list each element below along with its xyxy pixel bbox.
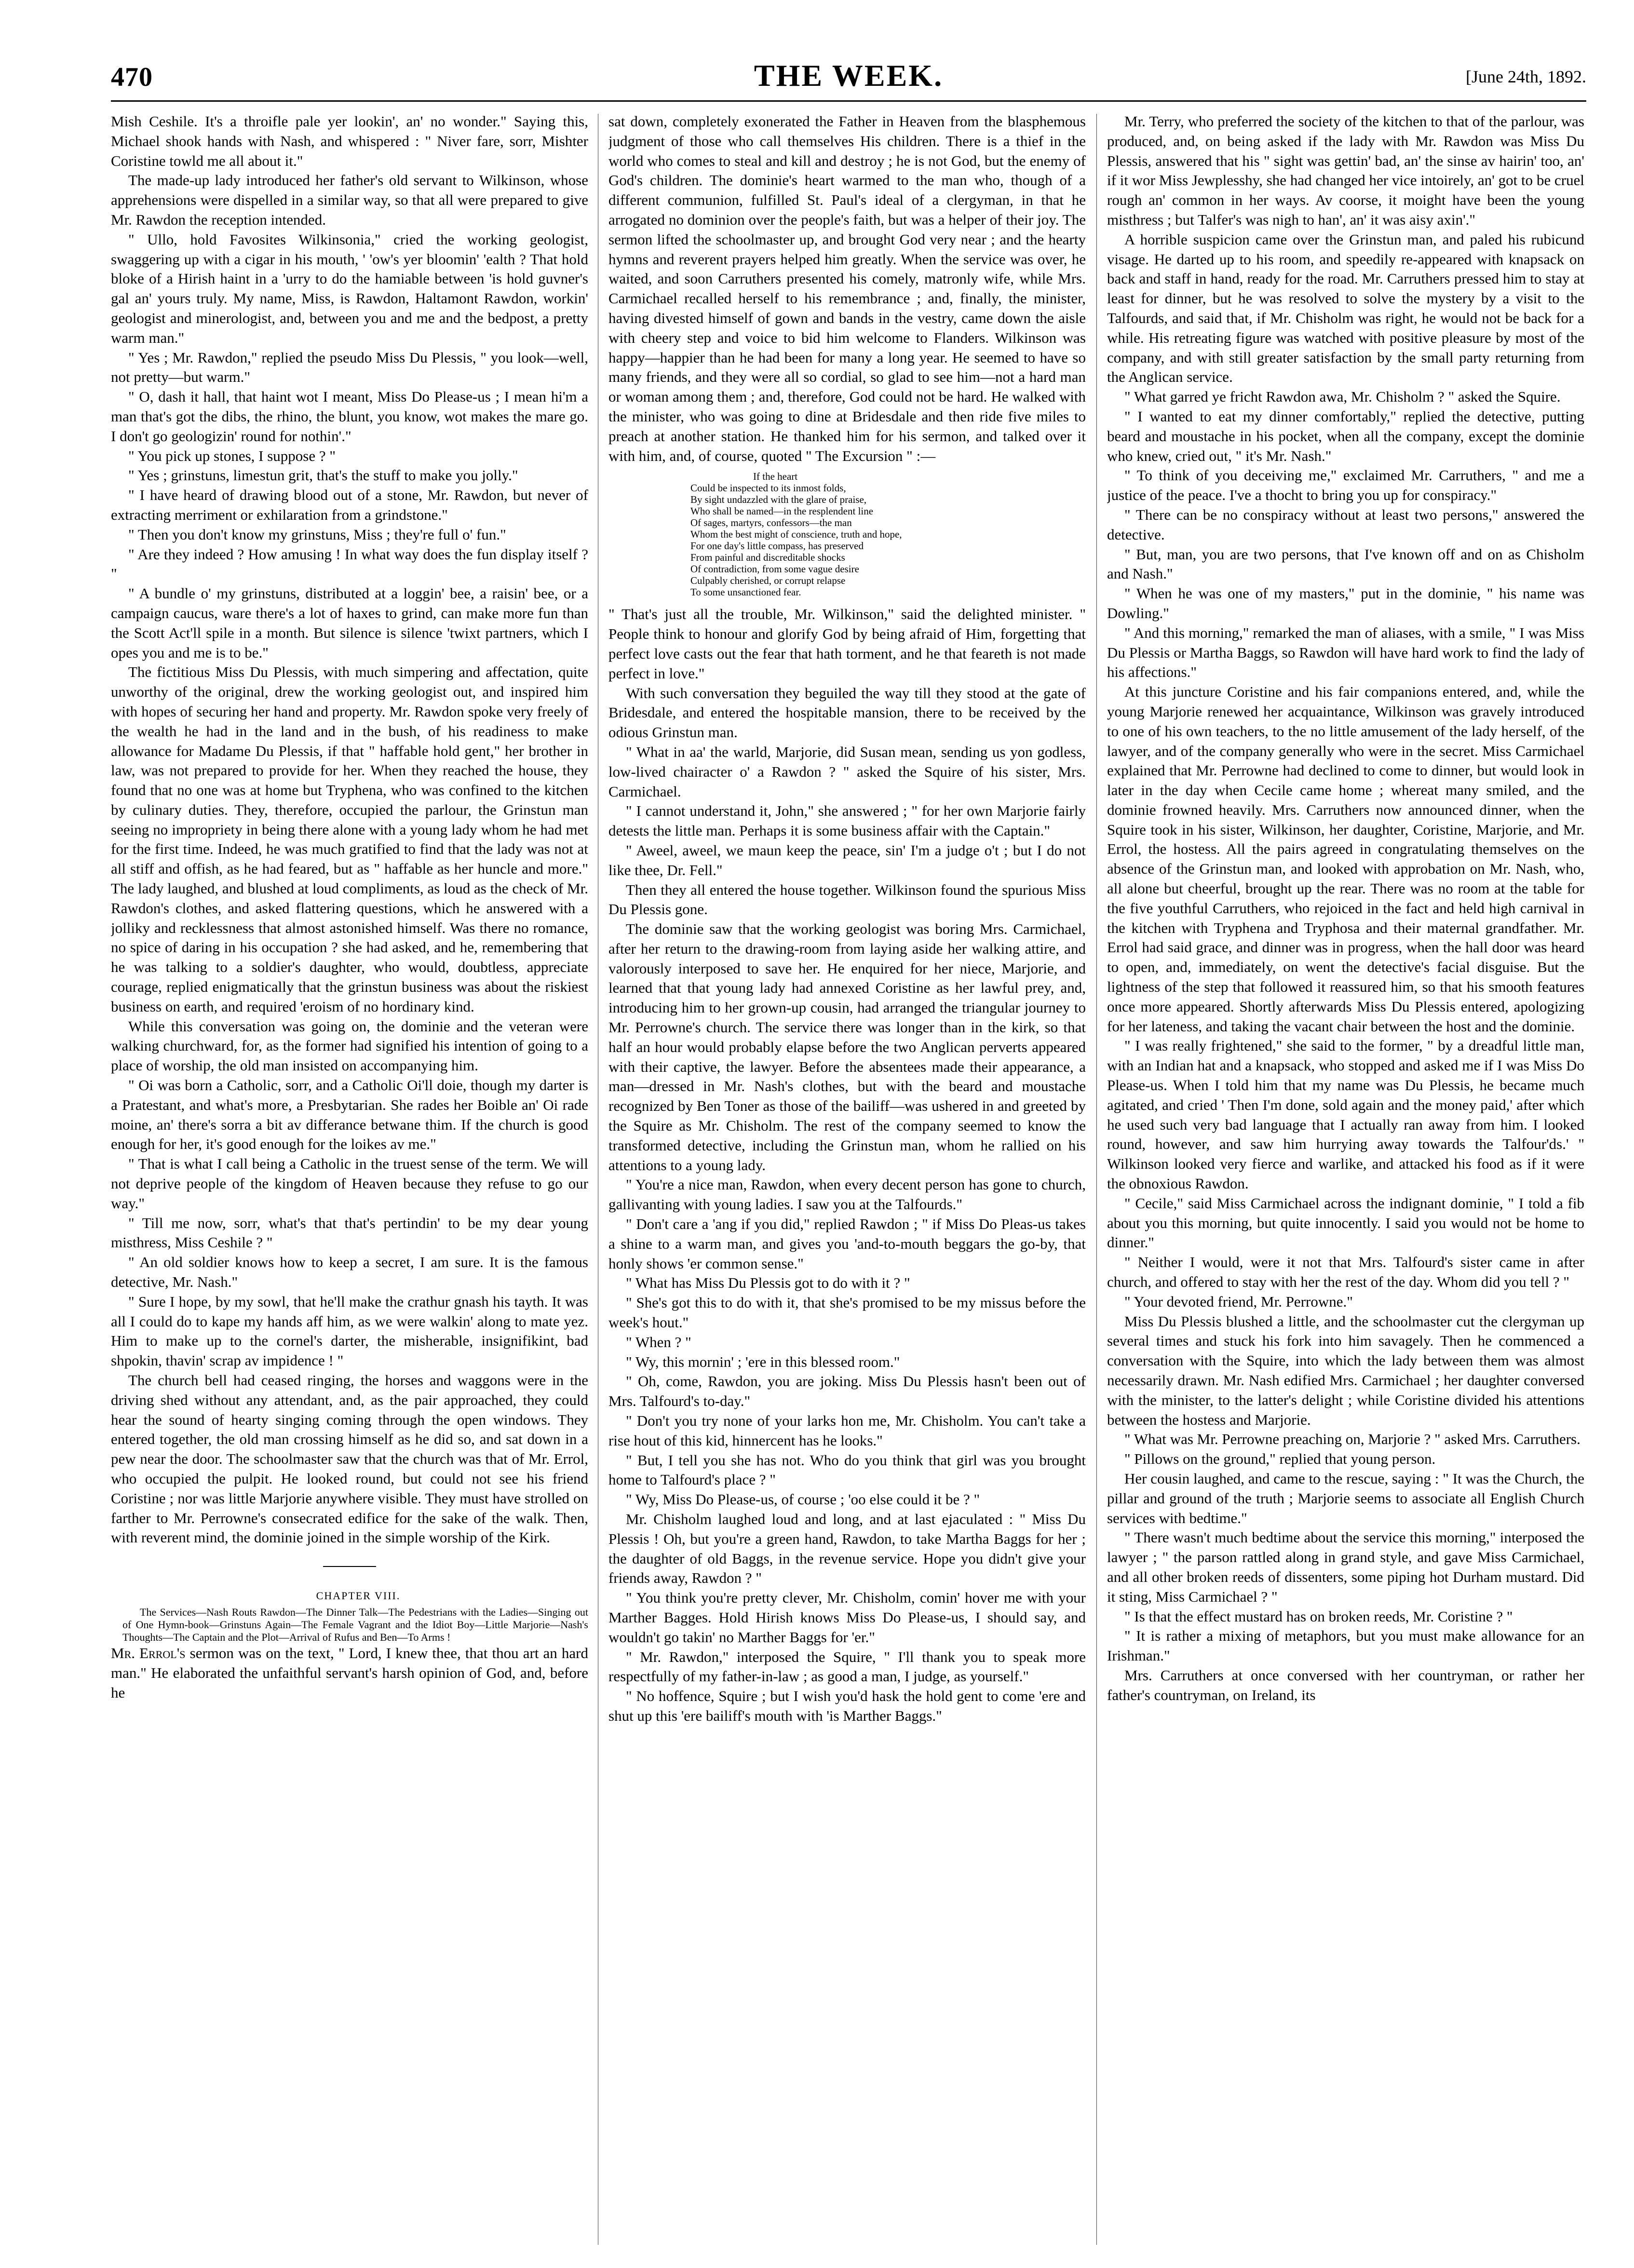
paragraph: The fictitious Miss Du Plessis, with much simpering and affectation, quite unworthy of the original, drew the working geologist out, and inspired him with hopes of securing her hand and property. Mr. Rawdon spoke very freely of the wealth he had in the land and in the bush, of his readiness to make allowance for Madame Du Plessis, if that " haffable hold gent," her brother in law, was not prepared to provide for her. When they reached the house, they found that no one was at home but Tryphena, who was confined to the kitchen by culinary duties. They, therefore, occupied the parlour, the Grinstun man seeing no impropriety in being there alone with a young lady whom he had met for the first time. Indeed, he was much gratified to find that the lady was not at all stiff and offish, as he had feared, but as " haffable as her huncle and more." The lady laughed, and blushed at loud compliments, as loud as the check of Mr. Rawdon's clothes, and asked flattering questions, which he answered with a jolliky and recklessness that almost astonished himself. Was there no romance, no spice of daring in his occupation ? she had asked, and he, remembering that he was talking to a soldier's daughter, who would, doubtless, appreciate courage, replied enigmatically that the grinstun business was about the riskiest business on earth, and required 'eroism of no hordinary kind. <box>111 663 588 1015</box>
column-3-text <box>1107 112 1584 1705</box>
paragraph: " But, man, you are two persons, that I've known off and on as Chisholm and Nash." <box>1107 545 1584 582</box>
paragraph: " Cecile," said Miss Carmichael across the indignant dominie, " I told a fib about you this morning, but quite innocently. I said you would not be home to dinner." <box>1107 1194 1584 1251</box>
paragraph: " That's just all the trouble, Mr. Wilkinson," said the delighted minister. " People think to honour and glorify God by being afraid of Him, forgetting that perfect love casts out the fear that hath torment, and he that feareth is not made perfect in love." <box>608 606 1086 682</box>
column-2-text-after-verse <box>608 605 1086 1726</box>
paragraph: " You pick up stones, I suppose ? " <box>128 447 336 464</box>
paragraph: " What garred ye fricht Rawdon awa, Mr. Chisholm ? " asked the Squire. <box>1124 388 1561 405</box>
paragraph: " Oh, come, Rawdon, you are joking. Miss Du Plessis hasn't been out of Mrs. Talfourd's to-day." <box>608 1373 1086 1410</box>
paragraph: Mrs. Carruthers at once conversed with her countryman, or rather her father's countryman, on Ireland, its <box>1107 1666 1584 1703</box>
paragraph: " Neither I would, were it not that Mrs. Talfourd's sister came in after church, and offered to stay with her the rest of the day. Whom did you tell ? " <box>1107 1254 1584 1291</box>
paragraph: Then they all entered the house together. Wilkinson found the spurious Miss Du Plessis gone. <box>608 881 1086 918</box>
column-divider <box>1096 114 1097 2245</box>
paragraph: " Aweel, aweel, we maun keep the peace, sin' I'm a judge o't ; but I do not like thee, Dr. Fell." <box>608 841 1086 878</box>
paragraph: sat down, completely exonerated the Father in Heaven from the blasphemous judgment of those who call themselves His children. There is a thief in the world who comes to steal and kill and destroy ; he is not God, but the enemy of God's children. The dominie's heart warmed to the man who, though of a different communion, fulfilled St. Paul's ideal of a clergyman, in that he arrogated no dominion over the people's faith, but was a helper of their joy. The sermon lifted the schoolmaster up, and brought God very near ; and the hearty hymns and reverent prayers helped him greatly. When the service was over, he waited, and soon Carruthers presented his comely, matronly wife, while Mrs. Carmichael recalled herself to his remembrance ; and, finally, the minister, having divested himself of gown and bands in the vestry, came down the aisle with cheery step and voice to bid him welcome to Flanders. Wilkinson was happy—happier than he had been for many a long year. He seemed to have so many friends, and they were all so cordial, so glad to see him—not a hard man or woman among them ; and, therefore, God could not be hard. He walked with the minister, who was going to dine at Bridesdale and then ride five miles to preach at another station. He thanked him for his sermon, and talked over it with him, and, of course, quoted " The Excursion " :— <box>608 113 1086 464</box>
paragraph: Miss Du Plessis blushed a little, and the schoolmaster cut the clergyman up several times and stuck his fork into him savagely. Then he commenced a conversation with the Squire, into which the lady between them was almost necessarily drawn. Mr. Nash edified Mrs. Carmichael ; her daughter conversed with the minister, to the latter's delight ; while Coristine divided his attentions between the hostess and Marjorie. <box>1107 1312 1584 1428</box>
paragraph: " I wanted to eat my dinner comfortably," replied the detective, putting beard and moustache in his pocket, when all the company, except the dominie who knew, cried out, " it's Mr. Nash." <box>1107 407 1584 464</box>
issue-date: [June 24th, 1892. <box>1466 67 1586 86</box>
paragraph: " What has Miss Du Plessis got to do with it ? " <box>626 1274 910 1292</box>
paragraph: " You think you're pretty clever, Mr. Chisholm, comin' hover me with your Marther Bagges. Hold Hirish knows Miss Do Please-us, I should say, and wouldn't go takin' no Marther Baggs for 'er." <box>608 1589 1086 1646</box>
paragraph: " That is what I call being a Catholic in the truest sense of the term. We will not deprive people of the kingdom of Heaven because they refuse to go our way." <box>111 1155 588 1212</box>
verse-line: Could be inspected to its inmost folds, <box>690 482 846 494</box>
paragraph: " Don't care a 'ang if you did," replied Rawdon ; " if Miss Do Pleas-us takes a shine to a warm man, and gives you 'and-to-mouth beggars the go-by, that honly shows 'er common sense." <box>608 1215 1086 1272</box>
paragraph: " Yes ; Mr. Rawdon," replied the pseudo Miss Du Plessis, " you look—well, not pretty—but warm." <box>111 349 588 386</box>
paragraph: " Ullo, hold Favosites Wilkinsonia," cried the working geologist, swaggering up with a cigar in his mouth, ' 'ow's yer bloomin' 'ealth ? That hold bloke of a Hirish haint in a 'urry to do the hamiable between 'is hold guvner's gal an' yours truly. My name, Miss, is Rawdon, Haltamont Rawdon, workin' geologist and minerologist, and, between you and me and the bedpost, a pretty warm man." <box>111 230 588 346</box>
section-divider <box>323 1566 376 1567</box>
opening-text: sermon was on the text, " Lord, I knew thee, that thou art an hard man." He elaborated the unfaithful servant's harsh opinion of God, and, before he <box>111 1644 588 1701</box>
verse-line: If the heart <box>753 471 798 483</box>
page-number: 470 <box>111 62 153 92</box>
paragraph: The church bell had ceased ringing, the horses and waggons were in the driving shed without any attendant, and, as the pair approached, they could hear the sound of hearty singing coming through the open windows. They entered together, the old man crossing himself as he did so, and sat down in a pew near the door. The schoolmaster saw that the church was that of Mr. Errol, who occupied the pulpit. He looked round, but could not see his friend Coristine ; nor was little Marjorie anywhere visible. They must have strolled on farther to Mr. Perrowne's consecrated edifice for the sake of the walk. Then, with reverent mind, the dominie joined in the simple worship of the Kirk. <box>111 1372 588 1546</box>
paragraph: " Are they indeed ? How amusing ! In what way does the fun display itself ? " <box>111 545 588 582</box>
paragraph: " There wasn't much bedtime about the service this morning," interposed the lawyer ; " the parson rattled along in grand style, and gave Miss Carmichael, and all other broken reeds of dissenters, some piping hot Durham mustard. Did it sting, Miss Carmichael ? " <box>1107 1529 1584 1605</box>
verse-line: To some unsanctioned fear. <box>690 586 801 598</box>
page-header <box>111 58 1586 96</box>
column-2 <box>608 112 1086 2243</box>
paragraph: " Wy, this mornin' ; 'ere in this blessed room." <box>626 1353 900 1370</box>
column-1 <box>111 112 588 2243</box>
verse-line: By sight undazzled with the glare of praise, <box>690 494 867 506</box>
paragraph: " Oi was born a Catholic, sorr, and a Catholic Oi'll doie, though my darter is a Pratestant, and what's more, a Presbytarian. She rades her Boible an' Oi rade moine, an' there's sorra a bit av differance betwane thim. If the church is good enough for her, it's good enough for the loikes av me." <box>111 1077 588 1153</box>
paragraph: A horrible suspicion came over the Grinstun man, and paled his rubicund visage. He darted up to his room, and speedily re-appeared with knapsack on back and staff in hand, ready for the road. Mr. Carruthers pressed him to stay at least for dinner, but he was resolved to solve the mystery by a visit to the Talfourds, and said that, if Mr. Chisholm was right, he would not be back for a while. His retreating figure was watched with positive pleasure by most of the company, and with still greater satisfaction by the small party returning from the Anglican service. <box>1107 230 1584 386</box>
verse-line: For one day's little compass, has preserved <box>690 540 864 552</box>
opening-name: Mr. Errol's <box>111 1644 186 1661</box>
paragraph: " Don't you try none of your larks hon me, Mr. Chisholm. You can't take a rise hout of this kid, hinnercent has he looks." <box>608 1412 1086 1449</box>
paragraph: " Pillows on the ground," replied that young person. <box>1124 1450 1436 1468</box>
paragraph: " Then you don't know my grinstuns, Miss ; they're full o' fun." <box>128 526 506 543</box>
paragraph: " When ? " <box>626 1333 691 1350</box>
paragraph: " I was really frightened," she said to the former, " by a dreadful little man, with an Indian hat and a knapsack, who stopped and asked me if I was Miss Do Please-us. When I told him that my name was Du Plessis, he became much agitated, and cried ' Then I'm done, sold again and the money paid,' after which he used such very bad language that I actually ran away from him. I looked round, however, and saw him hurrying away towards the Talfour'ds.' " Wilkinson looked very fierce and warlike, and attacked his food as if it were the obnoxious Rawdon. <box>1107 1037 1584 1192</box>
paragraph: " To think of you deceiving me," exclaimed Mr. Carruthers, " and me a justice of the peace. I've a thocht to bring you up for conspiracy." <box>1107 467 1584 504</box>
paragraph: " You're a nice man, Rawdon, when every decent person has gone to church, gallivanting with young ladies. I saw you at the Talfourds." <box>608 1176 1086 1213</box>
paragraph: " A bundle o' my grinstuns, distributed at a loggin' bee, a raisin' bee, or a campaign caucus, ware there's a lot of haxes to grind, can make more fun than the Scott Act'll spile in a month. But silence is silence 'twixt partners, which I opes you and me is to be." <box>111 585 588 661</box>
paragraph: With such conversation they beguiled the way till they stood at the gate of Bridesdale, and entered the hospitable mansion, there to be received by the odious Grinstun man. <box>608 684 1086 741</box>
paragraph: Mr. Chisholm laughed loud and long, and at last ejaculated : " Miss Du Plessis ! Oh, but you're a green hand, Rawdon, to take Martha Baggs for her ; the daughter of old Baggs, in the revenue service. Hope you didn't give your friends away, Rawdon ? " <box>608 1511 1086 1587</box>
chapter-opening-paragraph <box>111 1644 588 1702</box>
paragraph: The dominie saw that the working geologist was boring Mrs. Carmichael, after her return to the drawing-room from laying aside her walking attire, and valorously interposed to save her. He enquired for her niece, Marjorie, and learned that that young lady had annexed Coristine as her lawful prey, and, introducing him to her grown-up cousin, had arranged the triangular journey to Mr. Perrowne's church. The service there was longer than in the kirk, so that half an hour would probably elapse before the two Anglican perverts appeared with their captive, the lawyer. Before the absentees made their appearance, a man—dressed in Mr. Nash's clothes, but with the beard and moustache recognized by Ben Toner as those of the bailiff—was ushered in and greeted by the Squire as Mr. Chisholm. The rest of the company seemed to know the transformed detective, including the Grinstun man, whom he rallied on his attentions to a young lady. <box>608 920 1086 1174</box>
chapter-synopsis: The Services—Nash Routs Rawdon—The Dinner Talk—The Pedestrians with the Ladies—Singing out of One Hymn-book—Grinstuns Again—The Female Vagrant and the Idiot Boy—Little Marjorie—Nash's Thoughts—The Captain and the Plot—Arrival of Rufus and Ben—To Arms ! <box>122 1606 588 1643</box>
paragraph: " Wy, Miss Do Please-us, of course ; 'oo else could it be ? " <box>626 1491 980 1508</box>
paragraph: Mr. Terry, who preferred the society of the kitchen to that of the parlour, was produced, and, on being asked if the lady with Mr. Rawdon was Miss Du Plessis, answered that his " sight was gettin' bad, an' the sinse av hairin' too, an' if it wor Miss Jewplesshy, she had changed her vice intoirely, an' got to be cruel rough an' common in her ways. Av coorse, it moight have been the young misthress ; but Talfer's was nigh to han', an' it was aisy axin'." <box>1107 113 1584 228</box>
paragraph: " I have heard of drawing blood out of a stone, Mr. Rawdon, but never of extracting merriment or exhilaration from a grindstone." <box>111 486 588 523</box>
paragraph: " What was Mr. Perrowne preaching on, Marjorie ? " asked Mrs. Carruthers. <box>1124 1431 1580 1448</box>
verse-line: Culpably cherished, or corrupt relapse <box>690 575 846 587</box>
column-2-text-before-verse <box>608 112 1086 466</box>
column-1-text <box>111 112 588 1548</box>
paragraph: " Your devoted friend, Mr. Perrowne." <box>1124 1293 1353 1310</box>
paragraph: " It is rather a mixing of metaphors, but you must make allowance for an Irishman." <box>1107 1627 1584 1664</box>
paragraph: " But, I tell you she has not. Who do you think that girl was you brought home to Talfourd's place ? " <box>608 1451 1086 1488</box>
paragraph: " She's got this to do with it, that she's promised to be my missus before the week's hout." <box>608 1294 1086 1331</box>
paragraph: Her cousin laughed, and came to the rescue, saying : " It was the Church, the pillar and ground of the truth ; Marjorie seems to associate all English Church services with bedtime." <box>1107 1470 1584 1526</box>
paragraph: " I cannot understand it, John," she answered ; " for her own Marjorie fairly detests the little man. Perhaps it is some business affair with the Captain." <box>608 802 1086 839</box>
verse-line: From painful and discreditable shocks <box>690 552 845 564</box>
paragraph: While this conversation was going on, the dominie and the veteran were walking churchward, for, as the former had signified his intention of going to a place of worship, the old man insisted on accompanying him. <box>111 1017 588 1074</box>
paragraph: " An old soldier knows how to keep a secret, I am sure. It is the famous detective, Mr. Nash." <box>111 1254 588 1291</box>
verse-line: Whom the best might of conscience, truth and hope, <box>690 528 902 540</box>
paragraph: Mish Ceshile. It's a throifle pale yer lookin', an' no wonder." Saying this, Michael shook hands with Nash, and whispered : " Niver fare, sorr, Mishter Coristine towld me all about it." <box>111 113 588 169</box>
paragraph: " There can be no conspiracy without at least two persons," answered the detective. <box>1107 506 1584 543</box>
paragraph: " Is that the effect mustard has on broken reeds, Mr. Coristine ? " <box>1124 1607 1513 1625</box>
verse-quotation <box>690 471 1086 598</box>
chapter-heading: CHAPTER VIII. <box>316 1590 401 1602</box>
paragraph: " O, dash it hall, that haint wot I meant, Miss Do Please-us ; I mean hi'm a man that's got the dibs, the rhino, the blunt, you know, wot makes the mare go. I don't go geologizin' round for nothin'." <box>111 388 588 445</box>
masthead-title: THE WEEK. <box>754 58 944 93</box>
column-3 <box>1107 112 1584 2243</box>
paragraph: " And this morning," remarked the man of aliases, with a smile, " I was Miss Du Plessis or Martha Baggs, so Rawdon will have hard work to find the lady of his affections." <box>1107 624 1584 681</box>
header-rule <box>111 100 1586 102</box>
paragraph: " Mr. Rawdon," interposed the Squire, " I'll thank you to speak more respectfully of my father-in-law ; as good a man, I judge, as yourself." <box>608 1648 1086 1685</box>
paragraph: " Sure I hope, by my sowl, that he'll make the crathur gnash his tayth. It was all I could do to kape my hands aff him, as we were walkin' along to mate yez. Him to make up to the cornel's darter, the misherable, insignifikint, bad shpokin, thavin' scrap av impidence ! " <box>111 1293 588 1369</box>
paragraph: " Yes ; grinstuns, limestun grit, that's the stuff to make you jolly." <box>128 467 518 484</box>
verse-line: Of sages, martyrs, confessors—the man <box>690 517 852 529</box>
paragraph: " When he was one of my masters," put in the dominie, " his name was Dowling." <box>1107 585 1584 621</box>
verse-line: Of contradiction, from some vague desire <box>690 563 859 575</box>
paragraph: The made-up lady introduced her father's old servant to Wilkinson, whose apprehensions were dispelled in a similar way, so that all were prepared to give Mr. Rawdon the reception intended. <box>111 172 588 228</box>
paragraph: " What in aa' the warld, Marjorie, did Susan mean, sending us yon godless, low-lived chairacter o' a Rawdon ? " asked the Squire of his sister, Mrs. Carmichael. <box>608 743 1086 800</box>
verse-line: Who shall be named—in the resplendent line <box>690 505 874 517</box>
paragraph: " No hoffence, Squire ; but I wish you'd hask the hold gent to come 'ere and shut up this 'ere bailiff's mouth with 'is Marther Baggs." <box>608 1688 1086 1724</box>
paragraph: " Till me now, sorr, what's that that's pertindin' to be my dear young misthress, Miss Ceshile ? " <box>111 1214 588 1251</box>
paragraph: At this juncture Coristine and his fair companions entered, and, while the young Marjorie renewed her acquaintance, Wilkinson was gravely introduced to one of his own teachers, to the no little amusement of the lady herself, of the lawyer, and of the company generally who were in the secret. Miss Carmichael explained that Mr. Perrowne had declined to come to dinner, but would look in later in the day when Cecile came home ; whereat many smiled, and the dominie frowned heavily. Mrs. Carruthers now announced dinner, when the Squire took in his sister, Wilkinson, her daughter, Coristine, Marjorie, and Mr. Errol, the hostess. All the pairs agreed in congratulating themselves on the absence of the Grinstun man, and looked with approbation on Mr. Nash, who, all alone but cheerful, brought up the rear. There was no room at the table for the five youthful Carruthers, who rejoiced in the fact and held high carnival in the kitchen with Tryphena and Tryphosa and their maternal grandfather. Mr. Errol had said grace, and dinner was in progress, when the hall door was heard to open, and, immediately, on went the detective's facial disguise. But the lightness of the step that followed it reassured him, so that his smooth features once more appeared. Shortly afterwards Miss Du Plessis entered, apologizing for her lateness, and taking the vacant chair between the host and the dominie. <box>1107 683 1584 1035</box>
